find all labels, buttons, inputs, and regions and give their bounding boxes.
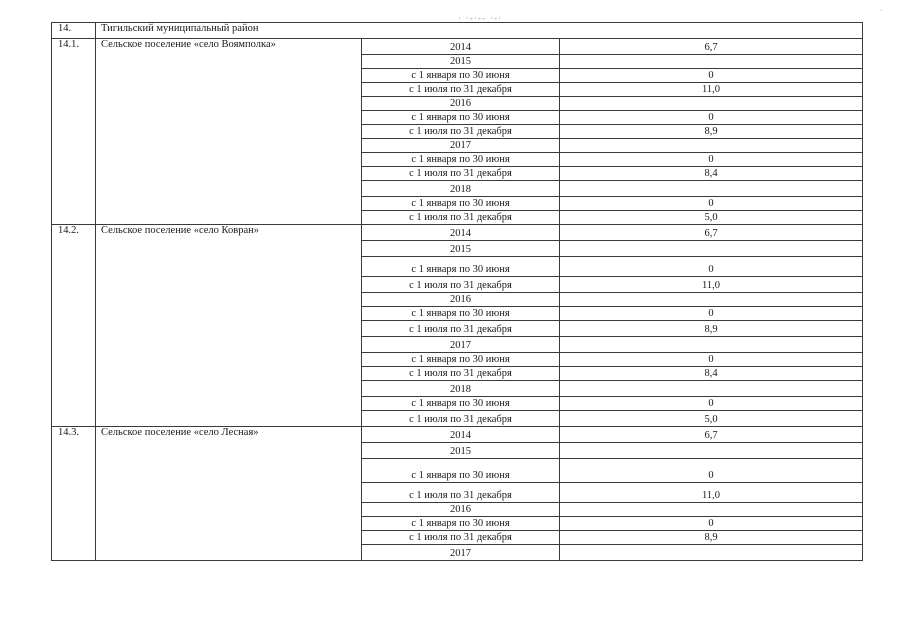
settlement-name: Сельское поселение «село Воямполка» <box>96 39 362 225</box>
period-cell: с 1 июля по 31 декабря <box>362 483 560 503</box>
period-cell: с 1 июля по 31 декабря <box>362 83 560 97</box>
value-cell: 0 <box>560 353 863 367</box>
period-cell: 2017 <box>362 139 560 153</box>
value-cell: 11,0 <box>560 83 863 97</box>
period-cell: с 1 июля по 31 декабря <box>362 277 560 293</box>
value-cell: 8,9 <box>560 531 863 545</box>
value-cell: 0 <box>560 307 863 321</box>
period-cell: с 1 июля по 31 декабря <box>362 367 560 381</box>
period-cell: 2014 <box>362 39 560 55</box>
value-cell <box>560 545 863 561</box>
period-cell: с 1 июля по 31 декабря <box>362 531 560 545</box>
value-cell: 8,4 <box>560 367 863 381</box>
value-cell <box>560 503 863 517</box>
period-cell: 2015 <box>362 55 560 69</box>
value-cell <box>560 55 863 69</box>
value-cell <box>560 139 863 153</box>
period-cell: с 1 января по 30 июня <box>362 69 560 83</box>
period-cell: с 1 января по 30 июня <box>362 353 560 367</box>
period-cell: с 1 июля по 31 декабря <box>362 211 560 225</box>
period-cell: 2014 <box>362 427 560 443</box>
value-cell: 5,0 <box>560 211 863 225</box>
settlement-number: 14.3. <box>52 427 96 561</box>
settlement-name: Сельское поселение «село Лесная» <box>96 427 362 561</box>
period-cell: 2016 <box>362 503 560 517</box>
value-cell: 0 <box>560 517 863 531</box>
district-number: 14. <box>52 23 96 39</box>
period-cell: с 1 июля по 31 декабря <box>362 125 560 139</box>
period-cell: с 1 января по 30 июня <box>362 459 560 483</box>
value-cell: 8,9 <box>560 125 863 139</box>
district-name: Тигильский муниципальный район <box>96 23 863 39</box>
value-cell: 6,7 <box>560 225 863 241</box>
period-cell: 2017 <box>362 545 560 561</box>
value-cell: 11,0 <box>560 277 863 293</box>
value-cell: 6,7 <box>560 427 863 443</box>
value-cell: 8,9 <box>560 321 863 337</box>
period-cell: с 1 января по 30 июня <box>362 153 560 167</box>
value-cell: 0 <box>560 459 863 483</box>
value-cell: 11,0 <box>560 483 863 503</box>
value-cell: 0 <box>560 153 863 167</box>
period-cell: с 1 января по 30 июня <box>362 111 560 125</box>
value-cell <box>560 293 863 307</box>
table-row <box>52 39 863 55</box>
period-cell: с 1 июля по 31 декабря <box>362 321 560 337</box>
value-cell <box>560 97 863 111</box>
value-cell: 5,0 <box>560 411 863 427</box>
period-cell: 2016 <box>362 97 560 111</box>
value-cell: 0 <box>560 197 863 211</box>
period-cell: 2015 <box>362 241 560 257</box>
settlement-number: 14.1. <box>52 39 96 225</box>
period-cell: 2017 <box>362 337 560 353</box>
table-row <box>52 427 863 443</box>
settlement-name: Сельское поселение «село Ковран» <box>96 225 362 427</box>
value-cell: 8,4 <box>560 167 863 181</box>
tariff-table <box>51 22 863 561</box>
district-row <box>52 23 863 39</box>
period-cell: 2016 <box>362 293 560 307</box>
value-cell <box>560 241 863 257</box>
value-cell <box>560 381 863 397</box>
period-cell: с 1 января по 30 июня <box>362 257 560 277</box>
value-cell: 0 <box>560 111 863 125</box>
period-cell: с 1 января по 30 июня <box>362 197 560 211</box>
value-cell <box>560 337 863 353</box>
value-cell <box>560 181 863 197</box>
value-cell: 0 <box>560 257 863 277</box>
period-cell: с 1 июля по 31 декабря <box>362 167 560 181</box>
table-row <box>52 225 863 241</box>
period-cell: 2018 <box>362 181 560 197</box>
scan-mark: · ·-·-- ·-· <box>458 14 503 24</box>
scan-dot: · <box>880 6 883 15</box>
period-cell: 2015 <box>362 443 560 459</box>
period-cell: 2014 <box>362 225 560 241</box>
period-cell: 2018 <box>362 381 560 397</box>
value-cell: 6,7 <box>560 39 863 55</box>
settlement-number: 14.2. <box>52 225 96 427</box>
period-cell: с 1 января по 30 июня <box>362 307 560 321</box>
period-cell: с 1 января по 30 июня <box>362 397 560 411</box>
value-cell <box>560 443 863 459</box>
value-cell: 0 <box>560 69 863 83</box>
period-cell: с 1 января по 30 июня <box>362 517 560 531</box>
value-cell: 0 <box>560 397 863 411</box>
period-cell: с 1 июля по 31 декабря <box>362 411 560 427</box>
